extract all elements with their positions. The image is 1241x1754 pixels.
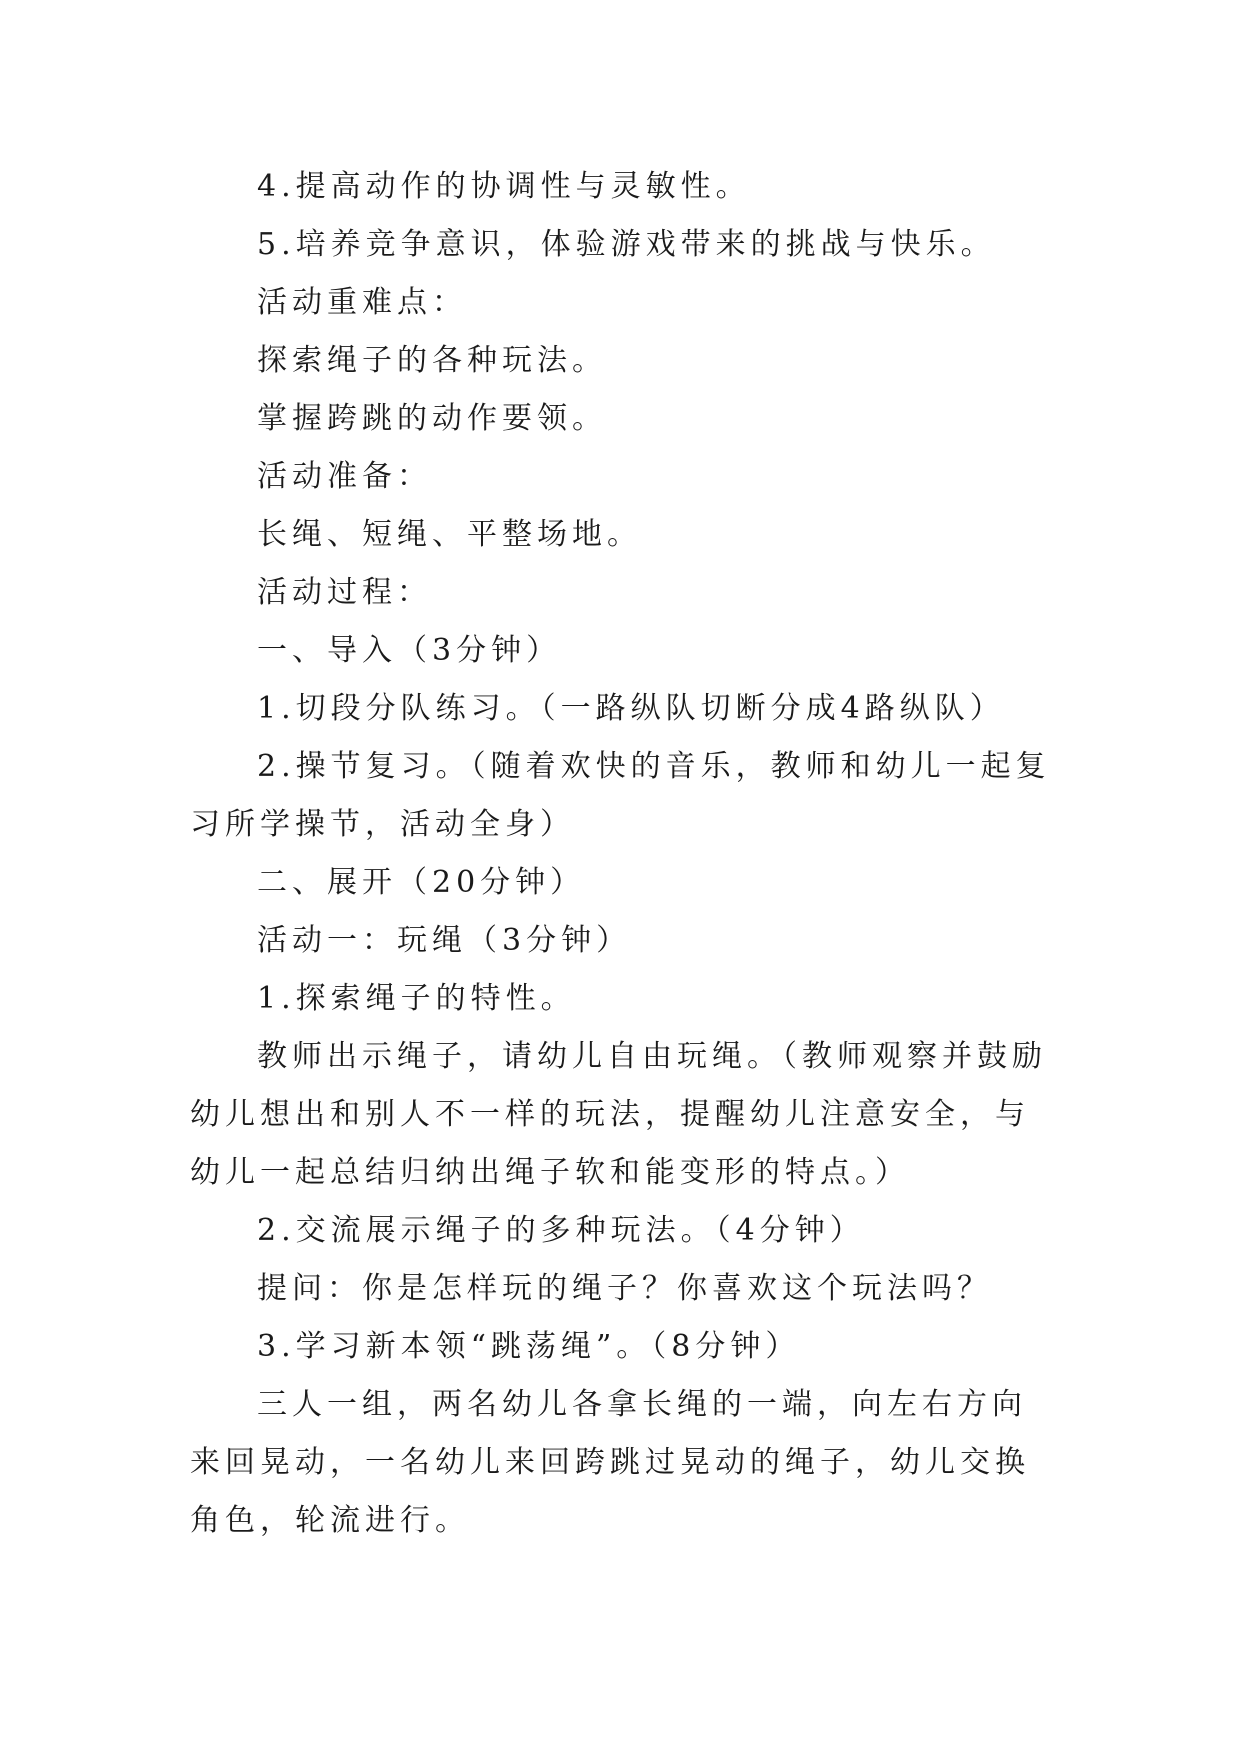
paragraph-goal-4: 4.提高动作的协调性与灵敏性。 <box>257 169 751 204</box>
heading-process: 活动过程： <box>257 575 432 610</box>
paragraph-intro-step-2: 2.操节复习。（随着欢快的音乐，教师和幼儿一起复习所学操节，活动全身） <box>190 749 1051 842</box>
heading-activity-one: 活动一：玩绳（3分钟） <box>257 923 632 958</box>
heading-preparation: 活动准备： <box>257 459 432 494</box>
paragraph-activity-step-3-detail: 三人一组，两名幼儿各拿长绳的一端，向左右方向来回晃动，一名幼儿来回跨跳过晃动的绳子，幼儿交换角色，轮流进行。 <box>190 1387 1030 1538</box>
paragraph-intro-step-1: 1.切段分队练习。（一路纵队切断分成4路纵队） <box>257 691 1005 726</box>
heading-section-intro: 一、导入（3分钟） <box>257 633 562 668</box>
heading-section-expand: 二、展开（20分钟） <box>257 865 586 900</box>
paragraph-key-point-2: 掌握跨跳的动作要领。 <box>257 401 607 436</box>
paragraph-activity-step-2: 2.交流展示绳子的多种玩法。（4分钟） <box>257 1213 865 1248</box>
paragraph-activity-step-1-detail: 教师出示绳子，请幼儿自由玩绳。（教师观察并鼓励幼儿想出和别人不一样的玩法，提醒幼儿注意安全，与幼儿一起总结归纳出绳子软和能变形的特点。） <box>190 1039 1047 1190</box>
paragraph-key-point-1: 探索绳子的各种玩法。 <box>257 343 607 378</box>
paragraph-materials: 长绳、短绳、平整场地。 <box>257 517 642 552</box>
paragraph-activity-question: 提问：你是怎样玩的绳子？你喜欢这个玩法吗？ <box>257 1271 992 1306</box>
heading-key-points: 活动重难点： <box>257 285 467 320</box>
paragraph-activity-step-3: 3.学习新本领“跳荡绳”。（8分钟） <box>257 1329 801 1364</box>
document-body <box>190 158 1058 1550</box>
paragraph-activity-step-1: 1.探索绳子的特性。 <box>257 981 576 1016</box>
paragraph-goal-5: 5.培养竞争意识，体验游戏带来的挑战与快乐。 <box>257 227 996 262</box>
